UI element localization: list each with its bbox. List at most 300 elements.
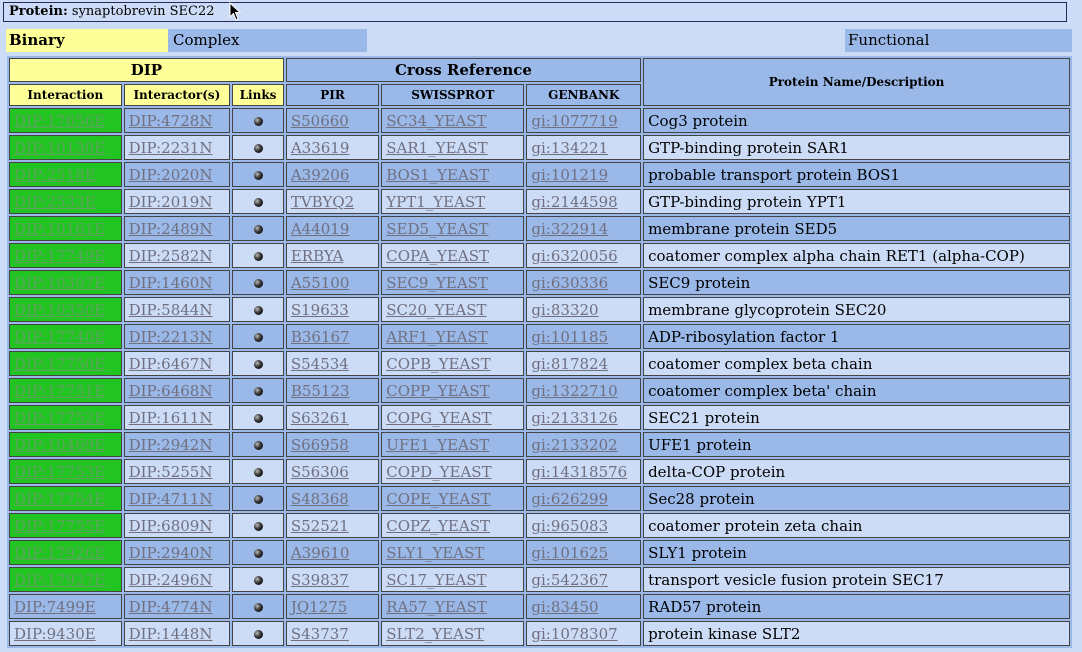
interactor-cell: [124, 432, 231, 457]
pir-link[interactable]: A39610: [290, 543, 350, 562]
swissprot-cell: [381, 108, 524, 133]
link-ball-icon[interactable]: [254, 522, 263, 531]
table-row: [9, 594, 1070, 619]
table-row: [9, 162, 1070, 187]
swissprot-column-header: SWISSPROT: [381, 84, 524, 106]
description-cell: GTP-binding protein SAR1: [643, 135, 1070, 160]
interaction-cell: [9, 432, 122, 457]
pir-cell: [286, 378, 379, 403]
interactor-link[interactable]: DIP:6809N: [128, 516, 213, 535]
swissprot-link[interactable]: UFE1_YEAST: [386, 435, 490, 454]
swissprot-link[interactable]: COPB_YEAST: [386, 354, 491, 373]
mouse-cursor-icon: [229, 2, 243, 22]
pir-link[interactable]: S43737: [290, 624, 349, 643]
swissprot-link[interactable]: COPE_YEAST: [386, 489, 491, 508]
pir-link[interactable]: B55123: [290, 381, 350, 400]
interaction-cell: [9, 270, 122, 295]
genbank-cell: [526, 135, 641, 160]
link-ball-icon[interactable]: [254, 387, 263, 396]
interactor-link[interactable]: DIP:2582N: [128, 246, 213, 265]
swissprot-link[interactable]: SED5_YEAST: [386, 219, 489, 238]
interactor-link[interactable]: DIP:5255N: [128, 462, 213, 481]
genbank-cell: [526, 540, 641, 565]
description-cell: SEC21 protein: [643, 405, 1070, 430]
table-row: [9, 189, 1070, 214]
description-cell: SEC9 protein: [643, 270, 1070, 295]
tab-spacer: [367, 29, 845, 52]
swissprot-cell: [381, 216, 524, 241]
protein-label: Protein:: [9, 4, 68, 19]
genbank-cell: [526, 594, 641, 619]
genbank-link[interactable]: gi:1077719: [531, 111, 618, 130]
link-ball-icon[interactable]: [254, 603, 263, 612]
interactors-column-header: Interactor(s): [124, 84, 231, 106]
genbank-column-header: GENBANK: [526, 84, 641, 106]
interactor-link[interactable]: DIP:1460N: [128, 273, 213, 292]
interactor-link[interactable]: DIP:2020N: [128, 165, 213, 184]
pir-link[interactable]: A33619: [290, 138, 350, 157]
description-cell: coatomer complex beta chain: [643, 351, 1070, 376]
interactor-link[interactable]: DIP:2231N: [128, 138, 213, 157]
links-cell: [232, 189, 284, 214]
swissprot-link[interactable]: SLT2_YEAST: [386, 624, 485, 643]
genbank-cell: [526, 270, 641, 295]
genbank-cell: [526, 243, 641, 268]
link-ball-icon[interactable]: [254, 414, 263, 423]
swissprot-link[interactable]: SC20_YEAST: [386, 300, 487, 319]
protein-name: synaptobrevin SEC22: [71, 4, 215, 19]
links-cell: [232, 162, 284, 187]
interaction-link[interactable]: DIP:17754E: [14, 489, 106, 508]
genbank-cell: [526, 378, 641, 403]
link-ball-icon[interactable]: [254, 198, 263, 207]
table-row: [9, 621, 1070, 646]
table-row: [9, 513, 1070, 538]
interaction-cell: [9, 108, 122, 133]
swissprot-cell: [381, 270, 524, 295]
pir-cell: [286, 405, 379, 430]
interactor-cell: [124, 216, 231, 241]
interactor-cell: [124, 594, 231, 619]
swissprot-link[interactable]: SEC9_YEAST: [386, 273, 488, 292]
pir-cell: [286, 594, 379, 619]
description-cell: delta-COP protein: [643, 459, 1070, 484]
description-cell: Cog3 protein: [643, 108, 1070, 133]
links-cell: [232, 216, 284, 241]
link-ball-icon[interactable]: [254, 252, 263, 261]
swissprot-link[interactable]: COPA_YEAST: [386, 246, 490, 265]
table-row: [9, 216, 1070, 241]
interaction-cell: [9, 135, 122, 160]
genbank-link[interactable]: gi:542367: [531, 570, 609, 589]
genbank-link[interactable]: gi:6320056: [531, 246, 618, 265]
swissprot-cell: [381, 567, 524, 592]
pir-cell: [286, 135, 379, 160]
link-ball-icon[interactable]: [254, 225, 263, 234]
link-ball-icon[interactable]: [254, 306, 263, 315]
links-cell: [232, 594, 284, 619]
genbank-link[interactable]: gi:626299: [531, 489, 609, 508]
pir-cell: [286, 270, 379, 295]
link-ball-icon[interactable]: [254, 468, 263, 477]
swissprot-link[interactable]: ARF1_YEAST: [386, 327, 488, 346]
pir-link[interactable]: A55100: [290, 273, 350, 292]
tab-functional[interactable]: Functional: [845, 29, 1072, 52]
interactor-link[interactable]: DIP:6468N: [128, 381, 213, 400]
interaction-link[interactable]: DIP:10161E: [14, 219, 106, 238]
interaction-cell: [9, 621, 122, 646]
interaction-link[interactable]: DIP:17749E: [14, 246, 106, 265]
genbank-link[interactable]: gi:1322710: [531, 381, 618, 400]
genbank-link[interactable]: gi:322914: [531, 219, 609, 238]
interactor-cell: [124, 351, 231, 376]
pir-link[interactable]: S52521: [290, 516, 349, 535]
description-header: Protein Name/Description: [643, 58, 1070, 106]
interactor-link[interactable]: DIP:4728N: [128, 111, 213, 130]
table-row: [9, 486, 1070, 511]
interaction-cell: [9, 459, 122, 484]
interactor-cell: [124, 324, 231, 349]
genbank-cell: [526, 486, 641, 511]
cross-reference-group-header: Cross Reference: [286, 58, 641, 82]
interaction-cell: [9, 486, 122, 511]
interaction-link[interactable]: DIP:17656E: [14, 111, 106, 130]
interaction-link[interactable]: DIP:17755E: [14, 516, 106, 535]
pir-link[interactable]: B36167: [290, 327, 350, 346]
swissprot-link[interactable]: COPD_YEAST: [386, 462, 492, 481]
pir-cell: [286, 243, 379, 268]
swissprot-cell: [381, 243, 524, 268]
table-row: [9, 270, 1070, 295]
genbank-cell: [526, 108, 641, 133]
swissprot-cell: [381, 324, 524, 349]
genbank-cell: [526, 216, 641, 241]
genbank-link[interactable]: gi:83320: [531, 300, 599, 319]
description-cell: coatomer complex beta' chain: [643, 378, 1070, 403]
description-cell: transport vesicle fusion protein SEC17: [643, 567, 1070, 592]
interaction-column-header: Interaction: [9, 84, 122, 106]
interactor-link[interactable]: DIP:1448N: [128, 624, 213, 643]
genbank-cell: [526, 189, 641, 214]
genbank-link[interactable]: gi:1078307: [531, 624, 618, 643]
table-row: [9, 243, 1070, 268]
interaction-table-container: [7, 56, 1072, 648]
pir-link[interactable]: ERBYA: [290, 246, 344, 265]
interaction-cell: [9, 324, 122, 349]
interactor-cell: [124, 459, 231, 484]
swissprot-cell: [381, 135, 524, 160]
interaction-link[interactable]: DIP:17926E: [14, 543, 106, 562]
interaction-cell: [9, 189, 122, 214]
genbank-link[interactable]: gi:83450: [531, 597, 599, 616]
pir-link[interactable]: S63261: [290, 408, 349, 427]
genbank-cell: [526, 567, 641, 592]
interactor-link[interactable]: DIP:1611N: [128, 408, 213, 427]
links-cell: [232, 621, 284, 646]
tab-binary[interactable]: Binary: [6, 29, 168, 52]
table-row: [9, 297, 1070, 322]
view-tabs: [6, 29, 1072, 52]
link-ball-icon[interactable]: [254, 549, 263, 558]
interaction-link[interactable]: DIP:2518E: [14, 165, 96, 184]
interactor-link[interactable]: DIP:2940N: [128, 543, 213, 562]
genbank-cell: [526, 324, 641, 349]
links-cell: [232, 459, 284, 484]
interaction-cell: [9, 378, 122, 403]
interaction-table: [7, 56, 1072, 648]
pir-cell: [286, 297, 379, 322]
dip-group-header: DIP: [9, 58, 284, 82]
interactor-link[interactable]: DIP:2942N: [128, 435, 213, 454]
interaction-link[interactable]: DIP:17752E: [14, 408, 106, 427]
table-row: [9, 378, 1070, 403]
interaction-link[interactable]: DIP:10307E: [14, 273, 106, 292]
swissprot-link[interactable]: SAR1_YEAST: [386, 138, 488, 157]
genbank-cell: [526, 459, 641, 484]
link-ball-icon[interactable]: [254, 495, 263, 504]
links-cell: [232, 324, 284, 349]
interaction-cell: [9, 540, 122, 565]
interactor-cell: [124, 513, 231, 538]
interactor-cell: [124, 621, 231, 646]
interactor-cell: [124, 405, 231, 430]
interaction-link[interactable]: DIP:17750E: [14, 354, 106, 373]
interactor-cell: [124, 378, 231, 403]
description-cell: SLY1 protein: [643, 540, 1070, 565]
genbank-link[interactable]: gi:630336: [531, 273, 609, 292]
interactor-link[interactable]: DIP:5844N: [128, 300, 213, 319]
genbank-link[interactable]: gi:965083: [531, 516, 609, 535]
link-ball-icon[interactable]: [254, 144, 263, 153]
description-cell: probable transport protein BOS1: [643, 162, 1070, 187]
description-cell: GTP-binding protein YPT1: [643, 189, 1070, 214]
links-cell: [232, 135, 284, 160]
interactor-link[interactable]: DIP:4774N: [128, 597, 213, 616]
interaction-table-body: [9, 108, 1070, 646]
pir-link[interactable]: A44019: [290, 219, 350, 238]
interactor-cell: [124, 108, 231, 133]
genbank-link[interactable]: gi:2133202: [531, 435, 618, 454]
genbank-cell: [526, 513, 641, 538]
links-cell: [232, 108, 284, 133]
interactor-cell: [124, 135, 231, 160]
link-ball-icon[interactable]: [254, 630, 263, 639]
interaction-link[interactable]: DIP:17927E: [14, 570, 106, 589]
interaction-cell: [9, 567, 122, 592]
swissprot-cell: [381, 621, 524, 646]
swissprot-cell: [381, 351, 524, 376]
interaction-link[interactable]: DIP:7499E: [14, 597, 96, 616]
interactor-link[interactable]: DIP:6467N: [128, 354, 213, 373]
pir-link[interactable]: S56306: [290, 462, 349, 481]
pir-link[interactable]: A39206: [290, 165, 350, 184]
pir-cell: [286, 486, 379, 511]
interactor-link[interactable]: DIP:2496N: [128, 570, 213, 589]
pir-cell: [286, 351, 379, 376]
description-cell: RAD57 protein: [643, 594, 1070, 619]
interaction-link[interactable]: DIP:2533E: [14, 192, 96, 211]
interactor-cell: [124, 162, 231, 187]
pir-cell: [286, 108, 379, 133]
pir-cell: [286, 189, 379, 214]
pir-cell: [286, 621, 379, 646]
table-row: [9, 135, 1070, 160]
interaction-link[interactable]: DIP:17753E: [14, 462, 106, 481]
description-cell: protein kinase SLT2: [643, 621, 1070, 646]
genbank-link[interactable]: gi:134221: [531, 138, 609, 157]
link-ball-icon[interactable]: [254, 441, 263, 450]
description-cell: membrane glycoprotein SEC20: [643, 297, 1070, 322]
genbank-link[interactable]: gi:2144598: [531, 192, 618, 211]
genbank-cell: [526, 405, 641, 430]
swissprot-link[interactable]: YPT1_YEAST: [386, 192, 486, 211]
interaction-cell: [9, 297, 122, 322]
pir-cell: [286, 540, 379, 565]
interactor-link[interactable]: DIP:2489N: [128, 219, 213, 238]
links-cell: [232, 567, 284, 592]
swissprot-cell: [381, 459, 524, 484]
swissprot-link[interactable]: RA57_YEAST: [386, 597, 487, 616]
genbank-link[interactable]: gi:817824: [531, 354, 609, 373]
tab-complex[interactable]: Complex: [168, 29, 367, 52]
interactor-cell: [124, 540, 231, 565]
interaction-link[interactable]: DIP:10469E: [14, 435, 106, 454]
table-row: [9, 351, 1070, 376]
genbank-cell: [526, 432, 641, 457]
swissprot-link[interactable]: SC17_YEAST: [386, 570, 487, 589]
links-cell: [232, 243, 284, 268]
links-cell: [232, 486, 284, 511]
genbank-cell: [526, 297, 641, 322]
pir-link[interactable]: S39837: [290, 570, 349, 589]
pir-cell: [286, 216, 379, 241]
swissprot-link[interactable]: COPP_YEAST: [386, 381, 490, 400]
genbank-link[interactable]: gi:101625: [531, 543, 609, 562]
pir-link[interactable]: JQ1275: [290, 597, 348, 616]
swissprot-link[interactable]: BOS1_YEAST: [386, 165, 490, 184]
genbank-link[interactable]: gi:2133126: [531, 408, 618, 427]
pir-cell: [286, 432, 379, 457]
swissprot-cell: [381, 486, 524, 511]
link-ball-icon[interactable]: [254, 360, 263, 369]
interaction-link[interactable]: DIP:10350E: [14, 300, 106, 319]
pir-cell: [286, 324, 379, 349]
swissprot-cell: [381, 189, 524, 214]
interaction-link[interactable]: DIP:17751E: [14, 381, 106, 400]
description-cell: coatomer complex alpha chain RET1 (alpha-COP): [643, 243, 1070, 268]
table-row: [9, 540, 1070, 565]
swissprot-cell: [381, 378, 524, 403]
interactor-cell: [124, 270, 231, 295]
swissprot-cell: [381, 432, 524, 457]
pir-cell: [286, 459, 379, 484]
interaction-cell: [9, 594, 122, 619]
link-ball-icon[interactable]: [254, 117, 263, 126]
interactor-link[interactable]: DIP:2019N: [128, 192, 213, 211]
pir-link[interactable]: S19633: [290, 300, 349, 319]
interaction-cell: [9, 216, 122, 241]
interaction-cell: [9, 162, 122, 187]
links-cell: [232, 540, 284, 565]
pir-link[interactable]: S48368: [290, 489, 349, 508]
interaction-link[interactable]: DIP:17740E: [14, 327, 106, 346]
swissprot-link[interactable]: COPG_YEAST: [386, 408, 492, 427]
swissprot-cell: [381, 540, 524, 565]
description-cell: membrane protein SED5: [643, 216, 1070, 241]
links-cell: [232, 405, 284, 430]
genbank-link[interactable]: gi:14318576: [531, 462, 628, 481]
links-column-header: Links: [232, 84, 284, 106]
description-cell: ADP-ribosylation factor 1: [643, 324, 1070, 349]
genbank-cell: [526, 351, 641, 376]
interactor-cell: [124, 243, 231, 268]
swissprot-link[interactable]: COPZ_YEAST: [386, 516, 490, 535]
pir-link[interactable]: TVBYQ2: [290, 192, 355, 211]
pir-cell: [286, 513, 379, 538]
interactor-cell: [124, 189, 231, 214]
description-cell: UFE1 protein: [643, 432, 1070, 457]
genbank-cell: [526, 162, 641, 187]
pir-link[interactable]: S54534: [290, 354, 349, 373]
interactor-link[interactable]: DIP:2213N: [128, 327, 213, 346]
genbank-cell: [526, 621, 641, 646]
link-ball-icon[interactable]: [254, 333, 263, 342]
interaction-link[interactable]: DIP:9430E: [14, 624, 96, 643]
interaction-cell: [9, 405, 122, 430]
links-cell: [232, 513, 284, 538]
links-cell: [232, 432, 284, 457]
pir-cell: [286, 567, 379, 592]
table-row: [9, 108, 1070, 133]
links-cell: [232, 378, 284, 403]
table-row: [9, 405, 1070, 430]
description-cell: Sec28 protein: [643, 486, 1070, 511]
swissprot-cell: [381, 297, 524, 322]
pir-link[interactable]: S50660: [290, 111, 349, 130]
pir-link[interactable]: S66958: [290, 435, 349, 454]
interaction-cell: [9, 513, 122, 538]
swissprot-cell: [381, 162, 524, 187]
interactor-cell: [124, 486, 231, 511]
interaction-cell: [9, 351, 122, 376]
interactor-link[interactable]: DIP:4711N: [128, 489, 213, 508]
interactor-cell: [124, 567, 231, 592]
swissprot-cell: [381, 405, 524, 430]
links-cell: [232, 297, 284, 322]
table-row: [9, 567, 1070, 592]
link-ball-icon[interactable]: [254, 171, 263, 180]
pir-cell: [286, 162, 379, 187]
swissprot-cell: [381, 513, 524, 538]
swissprot-link[interactable]: SC34_YEAST: [386, 111, 487, 130]
links-cell: [232, 351, 284, 376]
pir-column-header: PIR: [286, 84, 379, 106]
link-ball-icon[interactable]: [254, 576, 263, 585]
interaction-cell: [9, 243, 122, 268]
interactor-cell: [124, 297, 231, 322]
links-cell: [232, 270, 284, 295]
description-cell: coatomer protein zeta chain: [643, 513, 1070, 538]
genbank-link[interactable]: gi:101219: [531, 165, 609, 184]
swissprot-cell: [381, 594, 524, 619]
swissprot-link[interactable]: SLY1_YEAST: [386, 543, 485, 562]
protein-title-bar: [3, 2, 1067, 22]
table-row: [9, 324, 1070, 349]
table-row: [9, 459, 1070, 484]
link-ball-icon[interactable]: [254, 279, 263, 288]
interaction-link[interactable]: DIP:10130E: [14, 138, 106, 157]
genbank-link[interactable]: gi:101185: [531, 327, 609, 346]
